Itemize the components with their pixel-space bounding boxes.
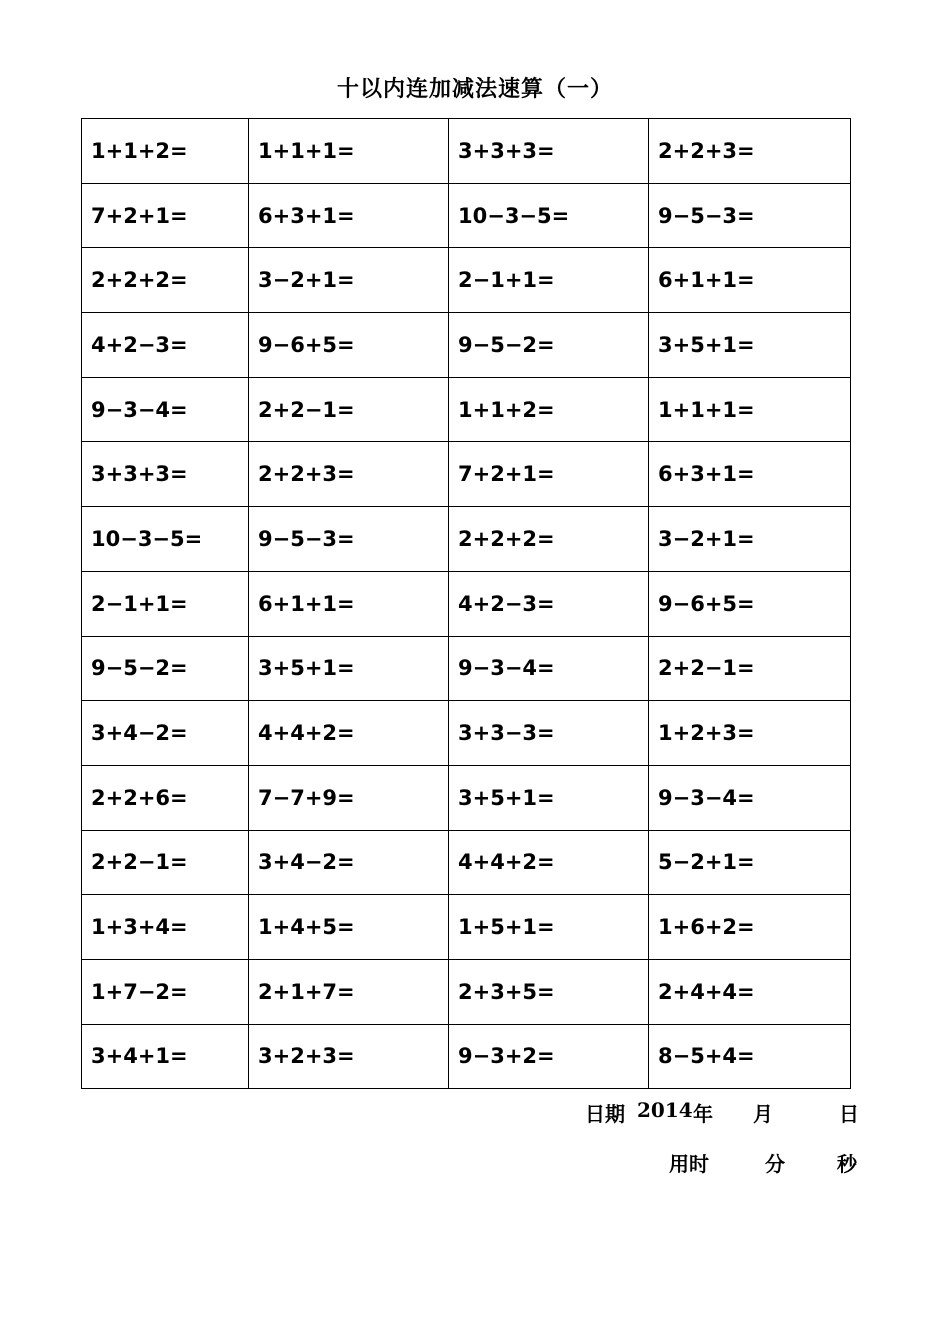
problem-cell: 3+5+1= [649,313,851,378]
problem-cell: 1+3+4= [82,895,249,960]
table-row [82,507,851,572]
problem-cell: 2+2+3= [249,442,449,507]
table-row [82,765,851,830]
problem-cell: 9−3−4= [449,636,649,701]
table-row [82,571,851,636]
day-label: 日 [839,1102,859,1126]
problem-cell: 9−3−4= [82,377,249,442]
problem-cell: 9−3+2= [449,1024,649,1089]
problem-cell: 7+2+1= [449,442,649,507]
problem-cell: 2+2+2= [449,507,649,572]
problem-cell: 10−3−5= [82,507,249,572]
problem-cell: 3+5+1= [249,636,449,701]
problem-cell: 4+4+2= [249,701,449,766]
problem-cell: 1+1+2= [449,377,649,442]
problem-cell: 1+6+2= [649,895,851,960]
month-label: 月 [753,1102,773,1126]
problem-cell: 1+1+2= [82,119,249,184]
problem-cell: 6+3+1= [649,442,851,507]
table-row [82,701,851,766]
problem-cell: 9−5−2= [82,636,249,701]
problem-cell: 4+4+2= [449,830,649,895]
table-row [82,119,851,184]
problem-cell: 8−5+4= [649,1024,851,1089]
table-row [82,830,851,895]
problem-cell: 2+2+2= [82,248,249,313]
problem-cell: 1+1+1= [649,377,851,442]
problem-cell: 9−5−2= [449,313,649,378]
table-row [82,636,851,701]
problem-cell: 2+2+3= [649,119,851,184]
problem-cell: 6+1+1= [649,248,851,313]
problem-cell: 2−1+1= [82,571,249,636]
date-year: 2014 [637,1098,693,1122]
problem-cell: 4+2−3= [82,313,249,378]
problem-cell: 9−5−3= [649,183,851,248]
problem-cell: 5−2+1= [649,830,851,895]
problem-cell: 2−1+1= [449,248,649,313]
problem-cell: 3+4−2= [249,830,449,895]
problem-cell: 1+2+3= [649,701,851,766]
problem-cell: 2+2−1= [249,377,449,442]
problem-cell: 10−3−5= [449,183,649,248]
date-prefix: 日期 [585,1102,625,1126]
problem-cell: 3+2+3= [249,1024,449,1089]
problem-cell: 9−3−4= [649,765,851,830]
table-row [82,248,851,313]
problem-cell: 3+3+3= [449,119,649,184]
worksheet-title: 十以内连加减法速算（一） [336,76,613,102]
table-row [82,895,851,960]
table-row [82,442,851,507]
problem-cell: 4+2−3= [449,571,649,636]
problem-cell: 1+5+1= [449,895,649,960]
problem-cell: 2+2−1= [82,830,249,895]
table-row [82,183,851,248]
table-row [82,959,851,1024]
second-label: 秒 [837,1152,857,1176]
problem-cell: 9−5−3= [249,507,449,572]
problem-cell: 1+7−2= [82,959,249,1024]
time-prefix: 用时 [669,1152,709,1176]
problem-cell: 1+4+5= [249,895,449,960]
problem-cell: 2+1+7= [249,959,449,1024]
minute-label: 分 [765,1152,785,1176]
problem-cell: 6+1+1= [249,571,449,636]
problem-cell: 3−2+1= [249,248,449,313]
problem-cell: 3+4−2= [82,701,249,766]
problem-cell: 3−2+1= [649,507,851,572]
problem-cell: 2+4+4= [649,959,851,1024]
problem-cell: 2+3+5= [449,959,649,1024]
table-row [82,377,851,442]
problem-cell: 3+4+1= [82,1024,249,1089]
problem-cell: 9−6+5= [649,571,851,636]
year-label: 年 [693,1102,713,1126]
table-row [82,313,851,378]
problem-cell: 3+3−3= [449,701,649,766]
problem-cell: 2+2+6= [82,765,249,830]
problem-cell: 7−7+9= [249,765,449,830]
problem-cell: 6+3+1= [249,183,449,248]
problem-table [81,118,851,1089]
problem-cell: 3+5+1= [449,765,649,830]
problem-cell: 2+2−1= [649,636,851,701]
problem-cell: 3+3+3= [82,442,249,507]
problem-cell: 9−6+5= [249,313,449,378]
table-row [82,1024,851,1089]
problem-cell: 7+2+1= [82,183,249,248]
problem-table-body [82,119,851,1089]
problem-cell: 1+1+1= [249,119,449,184]
